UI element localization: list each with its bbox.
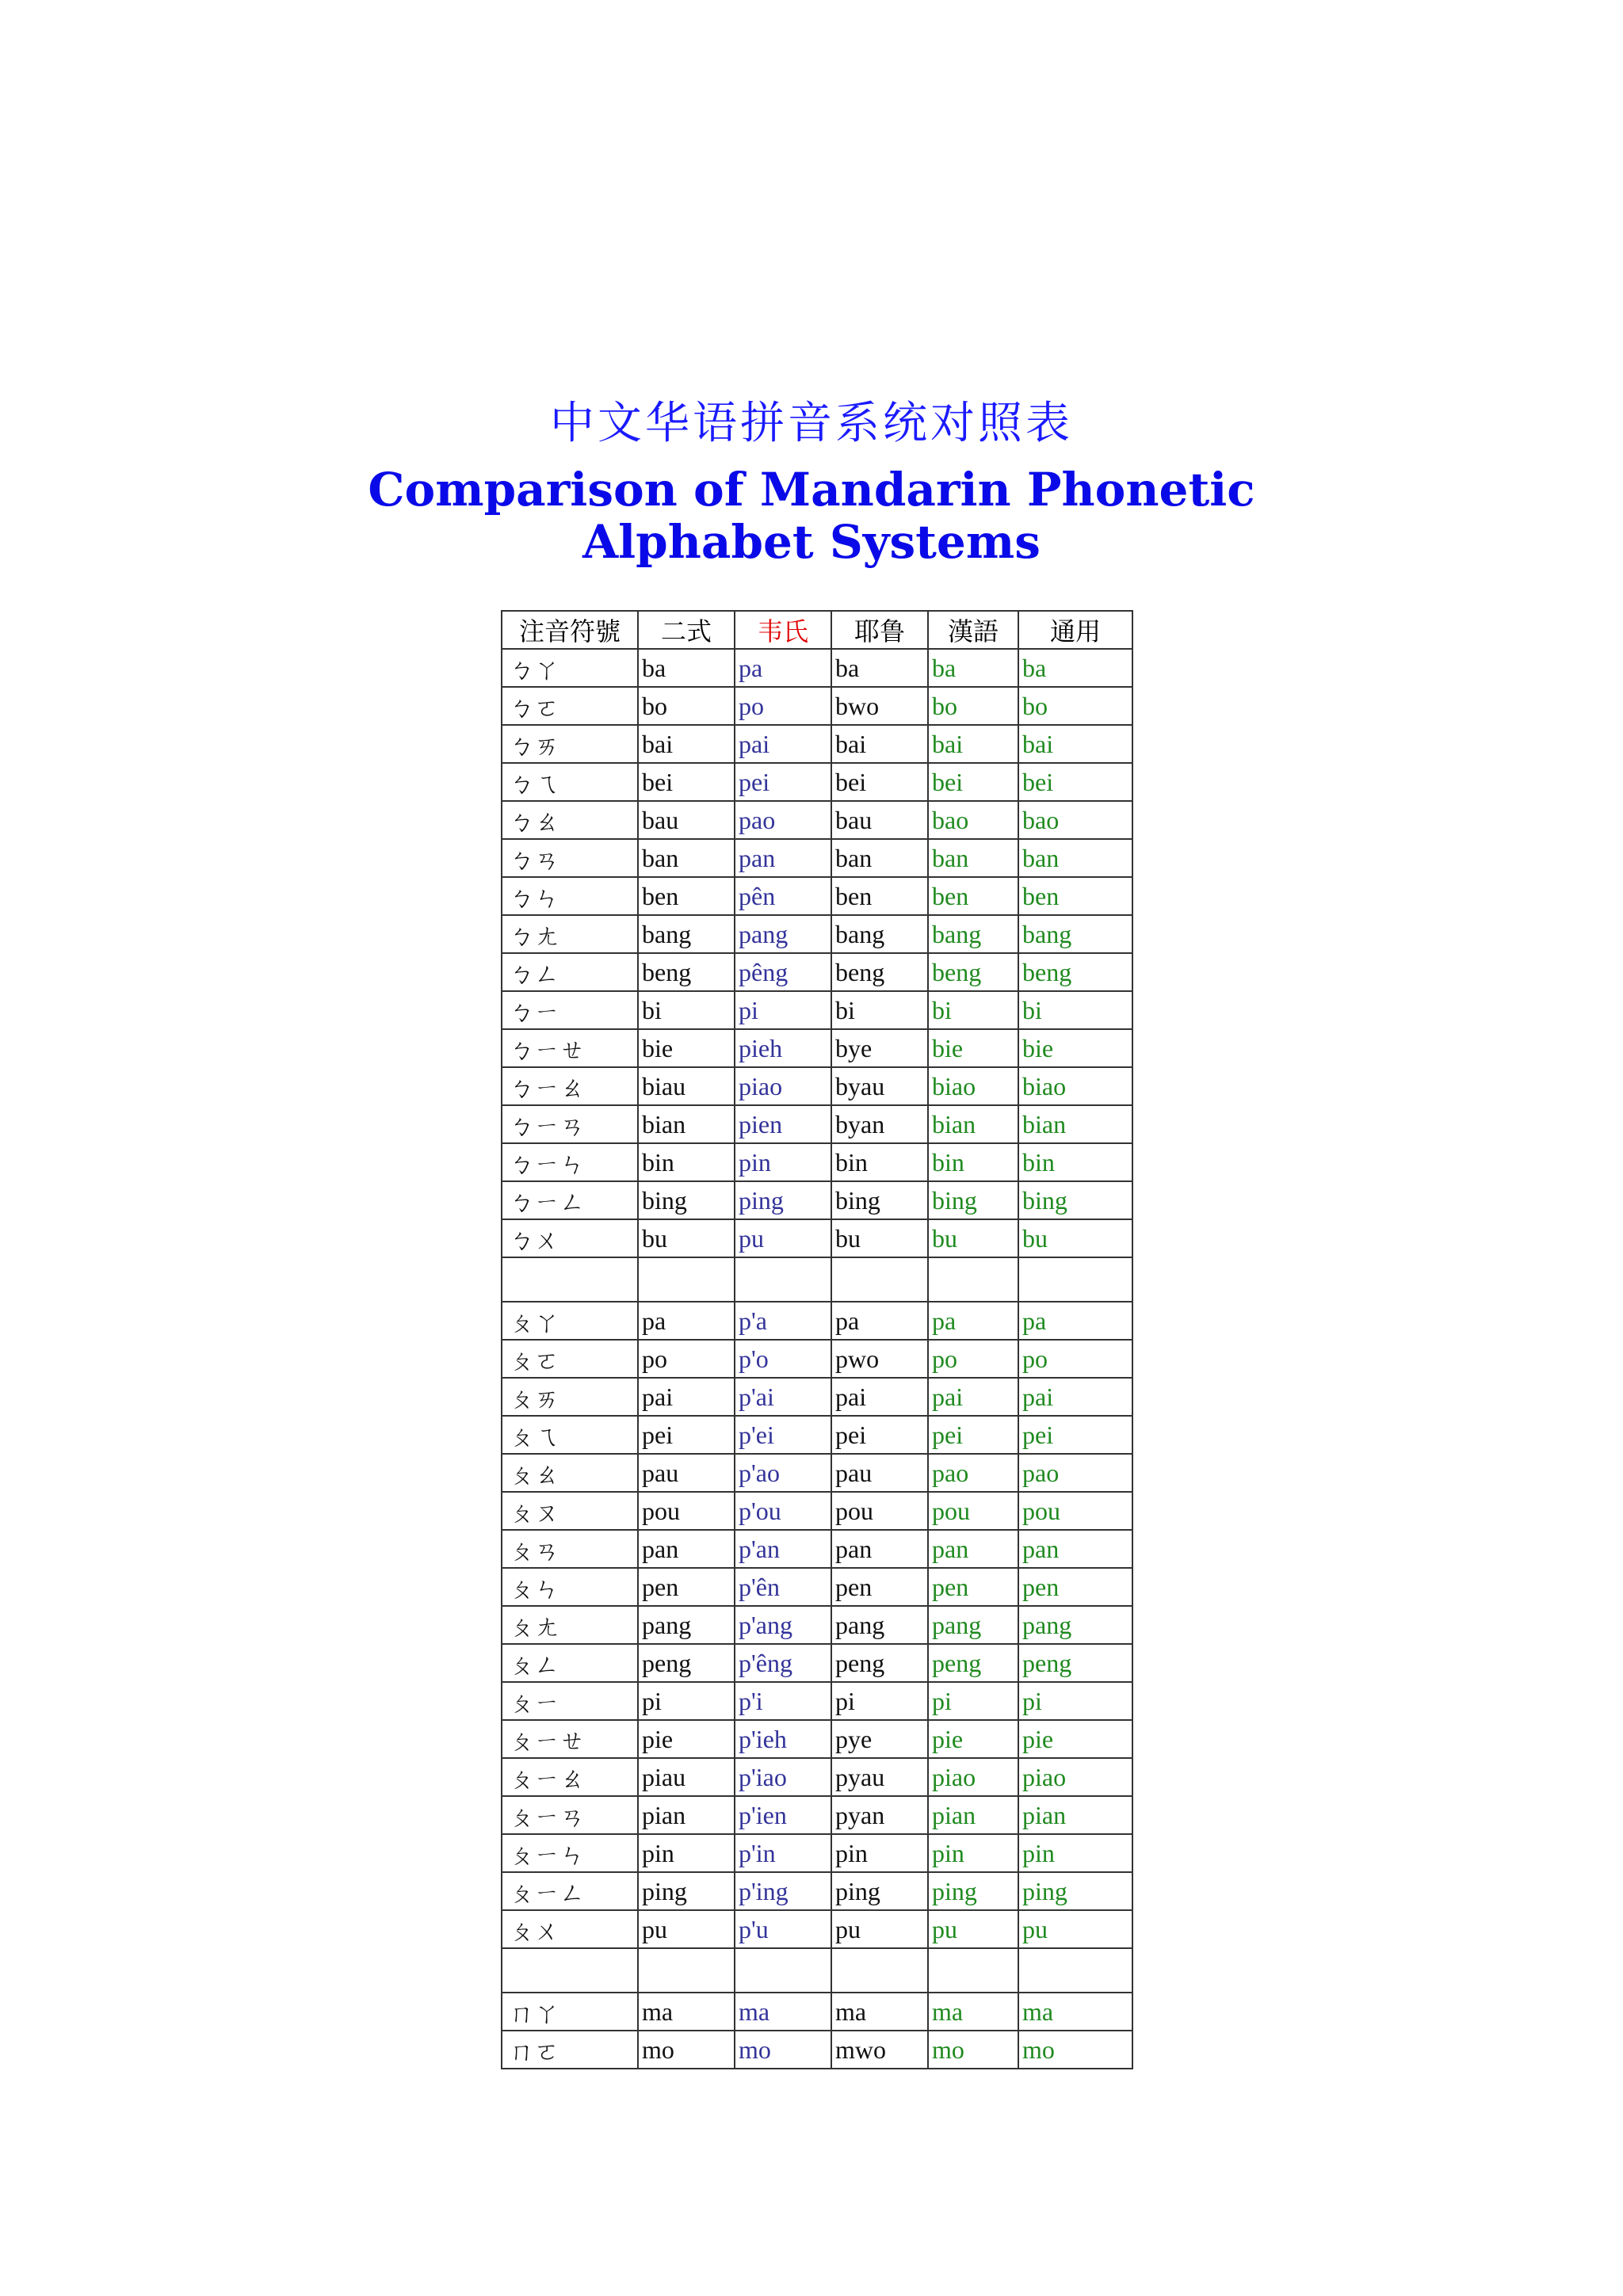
cell-wade-giles: pai <box>735 725 831 763</box>
table-row <box>502 1606 1132 1644</box>
table-header-row <box>502 611 1132 649</box>
cell-wade-giles: piao <box>735 1067 831 1105</box>
cell-hanyu: pao <box>928 1454 1018 1492</box>
cell-tongyong: bin <box>1018 1143 1132 1181</box>
cell-yale: byan <box>831 1105 928 1143</box>
cell-zhuyin: ㄆㄧㄠ <box>502 1758 638 1796</box>
cell-zhuyin: ㄆㄛ <box>502 1340 638 1378</box>
cell-tongyong: bo <box>1018 687 1132 725</box>
cell-tongyong: pan <box>1018 1530 1132 1568</box>
cell-second-system: bo <box>638 687 735 725</box>
header-tongyong: 通用 <box>1018 611 1132 649</box>
cell-zhuyin: ㄆㄧ <box>502 1682 638 1720</box>
cell-hanyu: biao <box>928 1067 1018 1105</box>
table-row <box>502 1143 1132 1181</box>
cell-zhuyin: ㄅㄛ <box>502 687 638 725</box>
cell-hanyu: bei <box>928 763 1018 801</box>
cell-zhuyin: ㄆㄧㄣ <box>502 1834 638 1872</box>
cell-hanyu: pie <box>928 1720 1018 1758</box>
page-title-chinese: 中文华语拼音系统对照表 <box>550 398 1073 449</box>
cell-wade-giles: po <box>735 687 831 725</box>
cell-yale: pai <box>831 1378 928 1416</box>
cell-tongyong: peng <box>1018 1644 1132 1682</box>
cell-zhuyin: ㄅㄧㄢ <box>502 1105 638 1143</box>
cell-zhuyin: ㄆㄟ <box>502 1416 638 1454</box>
table-body <box>502 649 1132 2069</box>
cell-wade-giles: p'in <box>735 1834 831 1872</box>
cell-zhuyin: ㄅㄟ <box>502 763 638 801</box>
cell-tongyong: pu <box>1018 1910 1132 1948</box>
cell-second-system: pian <box>638 1796 735 1834</box>
cell-second-system: biau <box>638 1067 735 1105</box>
cell-wade-giles: pan <box>735 839 831 877</box>
cell-hanyu: bu <box>928 1219 1018 1257</box>
cell-zhuyin: ㄇㄚ <box>502 1993 638 2031</box>
cell-zhuyin: ㄆㄣ <box>502 1568 638 1606</box>
cell-yale: byau <box>831 1067 928 1105</box>
cell-yale <box>831 1948 928 1993</box>
table-row <box>502 1758 1132 1796</box>
cell-hanyu: ma <box>928 1993 1018 2031</box>
cell-second-system: bai <box>638 725 735 763</box>
cell-tongyong: pian <box>1018 1796 1132 1834</box>
cell-second-system: bi <box>638 991 735 1029</box>
cell-wade-giles: p'ei <box>735 1416 831 1454</box>
table-row <box>502 1378 1132 1416</box>
cell-wade-giles: pên <box>735 877 831 915</box>
cell-zhuyin: ㄅㄧㄠ <box>502 1067 638 1105</box>
table-spacer-row <box>502 1948 1132 1993</box>
cell-second-system: ping <box>638 1872 735 1910</box>
table-row <box>502 1492 1132 1530</box>
cell-zhuyin: ㄆㄤ <box>502 1606 638 1644</box>
cell-wade-giles: ma <box>735 1993 831 2031</box>
table-row <box>502 2031 1132 2069</box>
table-row <box>502 991 1132 1029</box>
cell-yale: bu <box>831 1219 928 1257</box>
table-row <box>502 839 1132 877</box>
cell-yale: pau <box>831 1454 928 1492</box>
cell-hanyu: ping <box>928 1872 1018 1910</box>
table-row <box>502 801 1132 839</box>
cell-wade-giles: p'êng <box>735 1644 831 1682</box>
cell-hanyu: pin <box>928 1834 1018 1872</box>
table-row <box>502 1910 1132 1948</box>
cell-hanyu: bie <box>928 1029 1018 1067</box>
cell-second-system: pou <box>638 1492 735 1530</box>
cell-hanyu: pou <box>928 1492 1018 1530</box>
table-row <box>502 1181 1132 1219</box>
cell-hanyu <box>928 1948 1018 1993</box>
cell-second-system: pan <box>638 1530 735 1568</box>
cell-wade-giles: pa <box>735 649 831 687</box>
cell-hanyu: bo <box>928 687 1018 725</box>
cell-wade-giles: ping <box>735 1181 831 1219</box>
cell-wade-giles: pao <box>735 801 831 839</box>
cell-yale: bau <box>831 801 928 839</box>
cell-hanyu: pan <box>928 1530 1018 1568</box>
cell-tongyong: po <box>1018 1340 1132 1378</box>
cell-tongyong <box>1018 1948 1132 1993</box>
cell-hanyu: pei <box>928 1416 1018 1454</box>
cell-yale <box>831 1257 928 1302</box>
cell-yale: pang <box>831 1606 928 1644</box>
cell-second-system: beng <box>638 953 735 991</box>
cell-zhuyin: ㄆㄚ <box>502 1302 638 1340</box>
cell-tongyong: bi <box>1018 991 1132 1029</box>
cell-yale: bang <box>831 915 928 953</box>
cell-wade-giles: pi <box>735 991 831 1029</box>
header-wade-giles: 韦氏 <box>735 611 831 649</box>
cell-second-system: pu <box>638 1910 735 1948</box>
table-row <box>502 877 1132 915</box>
cell-wade-giles: pien <box>735 1105 831 1143</box>
cell-second-system: bu <box>638 1219 735 1257</box>
cell-tongyong: mo <box>1018 2031 1132 2069</box>
cell-hanyu: pa <box>928 1302 1018 1340</box>
cell-hanyu: bing <box>928 1181 1018 1219</box>
cell-wade-giles: p'o <box>735 1340 831 1378</box>
cell-yale: ben <box>831 877 928 915</box>
cell-tongyong: piao <box>1018 1758 1132 1796</box>
table-row <box>502 763 1132 801</box>
cell-zhuyin: ㄅㄧㄝ <box>502 1029 638 1067</box>
cell-yale: pyau <box>831 1758 928 1796</box>
cell-yale: ban <box>831 839 928 877</box>
cell-second-system: pen <box>638 1568 735 1606</box>
cell-zhuyin: ㄅㄧ <box>502 991 638 1029</box>
cell-second-system <box>638 1257 735 1302</box>
table-row <box>502 1067 1132 1105</box>
cell-zhuyin: ㄆㄢ <box>502 1530 638 1568</box>
cell-tongyong: pen <box>1018 1568 1132 1606</box>
cell-second-system: bin <box>638 1143 735 1181</box>
cell-wade-giles: p'ai <box>735 1378 831 1416</box>
table-row <box>502 1340 1132 1378</box>
cell-yale: bai <box>831 725 928 763</box>
cell-zhuyin: ㄅㄧㄥ <box>502 1181 638 1219</box>
cell-zhuyin: ㄆㄧㄢ <box>502 1796 638 1834</box>
cell-wade-giles: p'ing <box>735 1872 831 1910</box>
cell-wade-giles: p'iao <box>735 1758 831 1796</box>
cell-zhuyin: ㄅㄣ <box>502 877 638 915</box>
cell-wade-giles: pin <box>735 1143 831 1181</box>
cell-wade-giles: p'ien <box>735 1796 831 1834</box>
cell-tongyong: pie <box>1018 1720 1132 1758</box>
cell-wade-giles: p'an <box>735 1530 831 1568</box>
cell-wade-giles: p'ang <box>735 1606 831 1644</box>
cell-wade-giles <box>735 1948 831 1993</box>
cell-yale: pou <box>831 1492 928 1530</box>
cell-hanyu: bai <box>928 725 1018 763</box>
cell-zhuyin <box>502 1257 638 1302</box>
table-row <box>502 687 1132 725</box>
cell-yale: bi <box>831 991 928 1029</box>
cell-yale: ping <box>831 1872 928 1910</box>
cell-wade-giles: mo <box>735 2031 831 2069</box>
cell-wade-giles: p'ên <box>735 1568 831 1606</box>
table-row <box>502 1219 1132 1257</box>
cell-zhuyin: ㄅㄨ <box>502 1219 638 1257</box>
table-row <box>502 1872 1132 1910</box>
table-row <box>502 1993 1132 2031</box>
cell-tongyong: bai <box>1018 725 1132 763</box>
cell-yale: pye <box>831 1720 928 1758</box>
cell-wade-giles: p'ou <box>735 1492 831 1530</box>
cell-yale: bing <box>831 1181 928 1219</box>
cell-tongyong: ban <box>1018 839 1132 877</box>
cell-hanyu: pian <box>928 1796 1018 1834</box>
cell-second-system: bie <box>638 1029 735 1067</box>
cell-tongyong: bian <box>1018 1105 1132 1143</box>
cell-wade-giles: pieh <box>735 1029 831 1067</box>
cell-zhuyin: ㄇㄛ <box>502 2031 638 2069</box>
cell-zhuyin: ㄆㄧㄥ <box>502 1872 638 1910</box>
cell-wade-giles: p'ao <box>735 1454 831 1492</box>
cell-tongyong: ba <box>1018 649 1132 687</box>
cell-hanyu: po <box>928 1340 1018 1378</box>
header-second-system: 二式 <box>638 611 735 649</box>
table-row <box>502 1302 1132 1340</box>
cell-second-system: pei <box>638 1416 735 1454</box>
cell-zhuyin: ㄅㄥ <box>502 953 638 991</box>
cell-tongyong: pai <box>1018 1378 1132 1416</box>
cell-tongyong: pi <box>1018 1682 1132 1720</box>
cell-second-system: pi <box>638 1682 735 1720</box>
cell-zhuyin: ㄅㄠ <box>502 801 638 839</box>
cell-second-system: ba <box>638 649 735 687</box>
cell-yale: pan <box>831 1530 928 1568</box>
phonetic-comparison-table <box>501 610 1133 2069</box>
cell-zhuyin: ㄅㄞ <box>502 725 638 763</box>
cell-yale: bin <box>831 1143 928 1181</box>
table-row <box>502 953 1132 991</box>
table-row <box>502 915 1132 953</box>
cell-yale: bwo <box>831 687 928 725</box>
cell-yale: ma <box>831 1993 928 2031</box>
cell-tongyong: bing <box>1018 1181 1132 1219</box>
cell-tongyong: bu <box>1018 1219 1132 1257</box>
cell-tongyong: pa <box>1018 1302 1132 1340</box>
cell-hanyu: bang <box>928 915 1018 953</box>
table-row <box>502 1454 1132 1492</box>
cell-hanyu: peng <box>928 1644 1018 1682</box>
cell-second-system: bing <box>638 1181 735 1219</box>
table-row <box>502 649 1132 687</box>
cell-second-system: bei <box>638 763 735 801</box>
table-spacer-row <box>502 1257 1132 1302</box>
cell-yale: pen <box>831 1568 928 1606</box>
cell-second-system: peng <box>638 1644 735 1682</box>
cell-hanyu: ban <box>928 839 1018 877</box>
cell-hanyu: bian <box>928 1105 1018 1143</box>
cell-zhuyin: ㄅㄢ <box>502 839 638 877</box>
cell-yale: mwo <box>831 2031 928 2069</box>
cell-second-system <box>638 1948 735 1993</box>
cell-wade-giles: p'ieh <box>735 1720 831 1758</box>
table-row <box>502 1834 1132 1872</box>
cell-zhuyin: ㄆㄞ <box>502 1378 638 1416</box>
cell-second-system: mo <box>638 2031 735 2069</box>
cell-hanyu: pen <box>928 1568 1018 1606</box>
table-row <box>502 725 1132 763</box>
cell-yale: bei <box>831 763 928 801</box>
cell-zhuyin: ㄆㄡ <box>502 1492 638 1530</box>
cell-zhuyin: ㄆㄥ <box>502 1644 638 1682</box>
cell-hanyu: pai <box>928 1378 1018 1416</box>
cell-wade-giles: p'u <box>735 1910 831 1948</box>
cell-hanyu: pang <box>928 1606 1018 1644</box>
header-yale: 耶鲁 <box>831 611 928 649</box>
cell-second-system: pau <box>638 1454 735 1492</box>
table-row <box>502 1682 1132 1720</box>
cell-tongyong: pou <box>1018 1492 1132 1530</box>
table-row <box>502 1568 1132 1606</box>
cell-second-system: pang <box>638 1606 735 1644</box>
cell-tongyong: beng <box>1018 953 1132 991</box>
table-row <box>502 1644 1132 1682</box>
cell-hanyu: bin <box>928 1143 1018 1181</box>
cell-hanyu: bao <box>928 801 1018 839</box>
cell-hanyu: beng <box>928 953 1018 991</box>
cell-second-system: bau <box>638 801 735 839</box>
cell-yale: ba <box>831 649 928 687</box>
cell-zhuyin: ㄅㄧㄣ <box>502 1143 638 1181</box>
header-hanyu: 漢語 <box>928 611 1018 649</box>
cell-second-system: pin <box>638 1834 735 1872</box>
table-row <box>502 1796 1132 1834</box>
cell-second-system: pie <box>638 1720 735 1758</box>
cell-wade-giles: p'i <box>735 1682 831 1720</box>
cell-hanyu: bi <box>928 991 1018 1029</box>
cell-tongyong: pang <box>1018 1606 1132 1644</box>
cell-second-system: ma <box>638 1993 735 2031</box>
cell-yale: pei <box>831 1416 928 1454</box>
cell-second-system: ben <box>638 877 735 915</box>
cell-wade-giles: pei <box>735 763 831 801</box>
cell-tongyong: bie <box>1018 1029 1132 1067</box>
cell-wade-giles <box>735 1257 831 1302</box>
cell-hanyu: ba <box>928 649 1018 687</box>
table-row <box>502 1720 1132 1758</box>
cell-wade-giles: pêng <box>735 953 831 991</box>
cell-hanyu: pi <box>928 1682 1018 1720</box>
cell-hanyu <box>928 1257 1018 1302</box>
cell-second-system: bang <box>638 915 735 953</box>
cell-second-system: piau <box>638 1758 735 1796</box>
table-row <box>502 1416 1132 1454</box>
cell-zhuyin: ㄆㄧㄝ <box>502 1720 638 1758</box>
cell-tongyong: bao <box>1018 801 1132 839</box>
table-row <box>502 1029 1132 1067</box>
cell-second-system: pa <box>638 1302 735 1340</box>
cell-second-system: pai <box>638 1378 735 1416</box>
cell-tongyong: ping <box>1018 1872 1132 1910</box>
cell-zhuyin <box>502 1948 638 1993</box>
cell-hanyu: pu <box>928 1910 1018 1948</box>
cell-tongyong: ma <box>1018 1993 1132 2031</box>
table-row <box>502 1530 1132 1568</box>
cell-wade-giles: p'a <box>735 1302 831 1340</box>
cell-zhuyin: ㄅㄚ <box>502 649 638 687</box>
cell-second-system: po <box>638 1340 735 1378</box>
cell-yale: pyan <box>831 1796 928 1834</box>
cell-tongyong: pao <box>1018 1454 1132 1492</box>
cell-yale: pa <box>831 1302 928 1340</box>
cell-zhuyin: ㄆㄨ <box>502 1910 638 1948</box>
cell-zhuyin: ㄆㄠ <box>502 1454 638 1492</box>
cell-tongyong: pin <box>1018 1834 1132 1872</box>
cell-wade-giles: pu <box>735 1219 831 1257</box>
cell-yale: bye <box>831 1029 928 1067</box>
cell-wade-giles: pang <box>735 915 831 953</box>
cell-tongyong <box>1018 1257 1132 1302</box>
cell-yale: pi <box>831 1682 928 1720</box>
cell-tongyong: biao <box>1018 1067 1132 1105</box>
cell-yale: peng <box>831 1644 928 1682</box>
cell-tongyong: pei <box>1018 1416 1132 1454</box>
table-row <box>502 1105 1132 1143</box>
cell-hanyu: piao <box>928 1758 1018 1796</box>
cell-second-system: ban <box>638 839 735 877</box>
cell-tongyong: bei <box>1018 763 1132 801</box>
cell-hanyu: mo <box>928 2031 1018 2069</box>
cell-hanyu: ben <box>928 877 1018 915</box>
header-zhuyin: 注音符號 <box>502 611 638 649</box>
cell-tongyong: ben <box>1018 877 1132 915</box>
cell-yale: pwo <box>831 1340 928 1378</box>
cell-yale: pin <box>831 1834 928 1872</box>
cell-second-system: bian <box>638 1105 735 1143</box>
cell-zhuyin: ㄅㄤ <box>502 915 638 953</box>
cell-yale: pu <box>831 1910 928 1948</box>
page-title-english: Comparison of Mandarin Phonetic Alphabet Systems <box>368 463 1255 569</box>
cell-yale: beng <box>831 953 928 991</box>
cell-tongyong: bang <box>1018 915 1132 953</box>
